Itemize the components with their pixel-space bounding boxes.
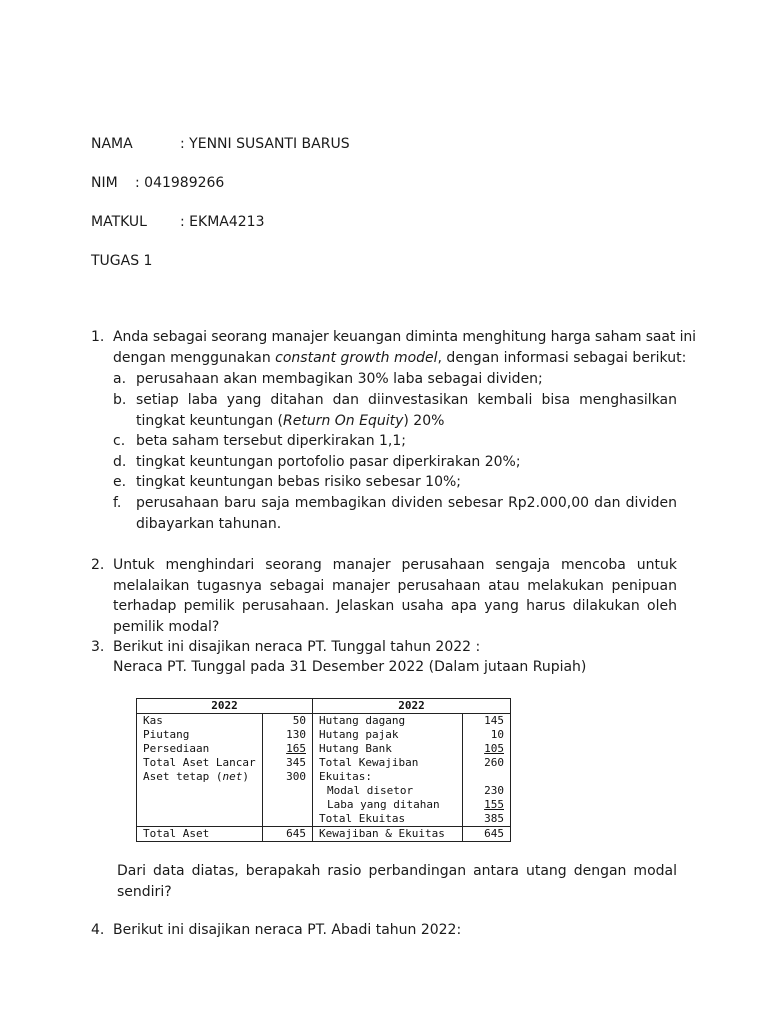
row-hutang-dagang-label: Hutang dagang [319, 714, 406, 727]
q1-item-b-em: Return On Equity [282, 412, 404, 429]
row-piutang-label: Piutang [143, 728, 190, 741]
right-values [463, 714, 511, 827]
nim-value: : 041989266 [135, 175, 225, 191]
row-kas-value: 50 [292, 714, 306, 727]
q1-line1: Anda sebagai seorang manajer keuangan diminta menghitung harga saham saat ini [113, 329, 696, 345]
q1-item-d-label: d. [113, 454, 127, 470]
row-aset-tetap-value: 300 [286, 770, 306, 783]
aset-tetap-b: ) [242, 770, 249, 783]
row-aset-tetap-label [143, 770, 256, 784]
q2-number: 2. [91, 557, 105, 573]
q1-item-b-b: ) 20% [403, 412, 445, 429]
q1-item-a-text: perusahaan akan membagikan 30% laba sebagai dividen; [136, 371, 543, 387]
row-total-aset-lancar-label: Total Aset Lancar [143, 756, 256, 769]
row-laba-ditahan-label: Laba yang ditahan [327, 798, 440, 811]
total-kewajiban-ekuitas-label: Kewajiban & Ekuitas [313, 827, 463, 842]
q1-item-f-label: f. [113, 495, 122, 511]
q1-line2-b: , dengan informasi sebagai berikut: [437, 350, 687, 366]
q3-question: Dari data diatas, berapakah rasio perbandingan antara utang dengan modal sendiri? [117, 863, 677, 900]
right-header: 2022 [313, 699, 511, 714]
row-ekuitas-value [469, 770, 504, 784]
q1-item-b-label: b. [113, 392, 127, 408]
row-hutang-bank-value: 105 [484, 742, 504, 755]
row-persediaan-label: Persediaan [143, 742, 210, 755]
left-values [263, 714, 313, 827]
matkul-value: : EKMA4213 [180, 214, 265, 230]
total-aset-value: 645 [263, 827, 313, 842]
row-hutang-pajak-label: Hutang pajak [319, 728, 399, 741]
left-header: 2022 [137, 699, 313, 714]
row-kas-label: Kas [143, 714, 163, 727]
row-total-ekuitas-value: 385 [484, 812, 504, 825]
matkul-label: MATKUL [91, 214, 147, 230]
aset-tetap-a: Aset tetap ( [143, 770, 223, 783]
row-hutang-bank-label: Hutang Bank [319, 742, 392, 755]
row-laba-ditahan-value: 155 [484, 798, 504, 811]
row-piutang-value: 130 [286, 728, 306, 741]
q1-item-c-label: c. [113, 433, 126, 449]
row-total-kewajiban-value: 260 [484, 756, 504, 769]
neraca-table [136, 698, 511, 842]
q1-item-a-label: a. [113, 371, 127, 387]
q3-number: 3. [91, 639, 105, 655]
total-kewajiban-ekuitas-value: 645 [463, 827, 511, 842]
q1-item-b-a: setiap laba yang ditahan dan diinvestasikan kembali bisa menghasilkan tingkat keuntungan ( [136, 392, 677, 429]
q1-number: 1. [91, 329, 105, 345]
q4-text: Berikut ini disajikan neraca PT. Abadi tahun 2022: [113, 922, 462, 938]
row-hutang-dagang-value: 145 [484, 714, 504, 727]
q3-line1: Berikut ini disajikan neraca PT. Tunggal tahun 2022 : [113, 639, 481, 655]
q1-item-e-label: e. [113, 474, 127, 490]
q1-item-e-text: tingkat keuntungan bebas risiko sebesar 10%; [136, 474, 461, 490]
q1-item-f-text: perusahaan baru saja membagikan dividen sebesar Rp2.000,00 dan dividen dibayarkan tahunan. [136, 495, 677, 532]
row-total-kewajiban-label: Total Kewajiban [319, 756, 419, 769]
q1-line2-em: constant growth model [275, 350, 438, 366]
row-ekuitas-label: Ekuitas: [319, 770, 372, 783]
left-labels [137, 714, 263, 827]
nama-label: NAMA [91, 136, 133, 152]
q1-line2-a: dengan menggunakan [113, 350, 276, 366]
q1-item-b-text [136, 390, 677, 431]
nim-label: NIM [91, 175, 118, 191]
row-modal-disetor-value: 230 [484, 784, 504, 797]
q1-item-c-text: beta saham tersebut diperkirakan 1,1; [136, 433, 407, 449]
row-total-aset-lancar-value: 345 [286, 756, 306, 769]
total-aset-label: Total Aset [137, 827, 263, 842]
q1-line2 [113, 348, 686, 368]
q4-number: 4. [91, 922, 105, 938]
q1-item-d-text: tingkat keuntungan portofolio pasar diperkirakan 20%; [136, 454, 521, 470]
aset-tetap-em: net [222, 770, 243, 783]
nama-value: : YENNI SUSANTI BARUS [180, 136, 350, 152]
row-total-ekuitas-label: Total Ekuitas [319, 812, 406, 825]
row-modal-disetor-label: Modal disetor [327, 784, 414, 797]
right-labels [313, 714, 463, 827]
row-persediaan-value: 165 [286, 742, 306, 755]
tugas-heading: TUGAS 1 [91, 253, 153, 269]
row-hutang-pajak-value: 10 [490, 728, 504, 741]
q2-text: Untuk menghindari seorang manajer perusahaan sengaja mencoba untuk melalaikan tugasnya sebagai manajer perusahaan atau melakukan penipuan terhadap pemilik perusahaan. Jelaskan usaha apa yang harus dilakukan oleh pemilik modal? [113, 557, 677, 635]
q3-line2: Neraca PT. Tunggal pada 31 Desember 2022 (Dalam jutaan Rupiah) [113, 659, 587, 675]
